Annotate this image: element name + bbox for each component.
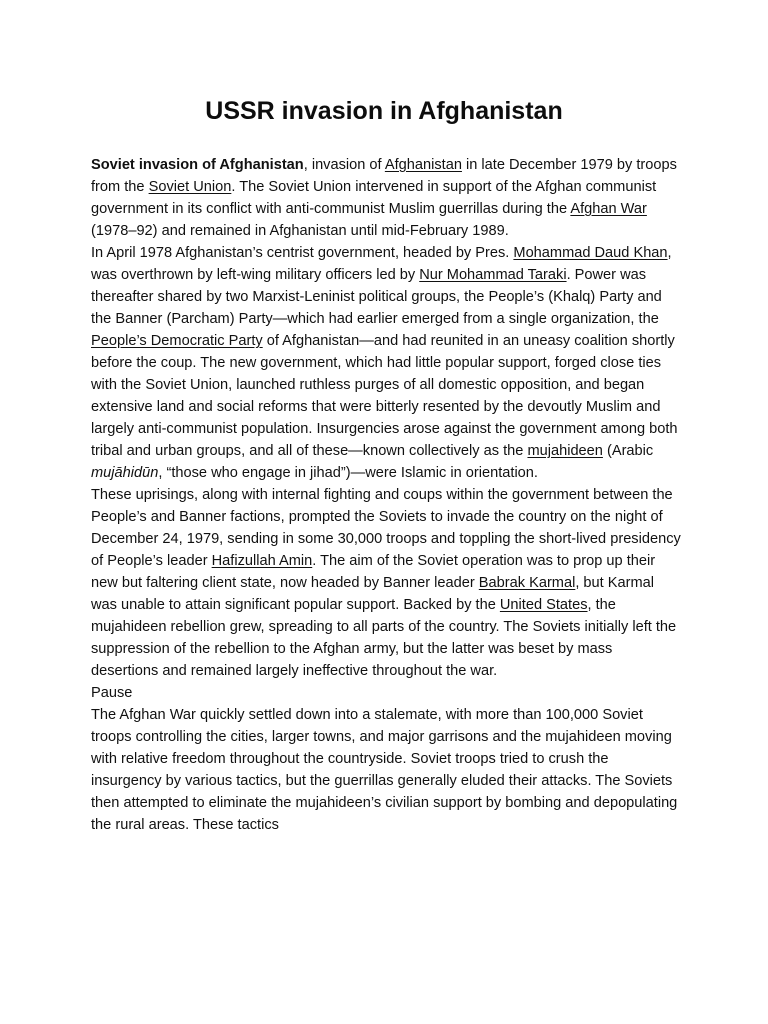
italic-term: mujāhidūn (91, 465, 159, 481)
paragraph (91, 154, 681, 242)
paragraph (91, 242, 681, 484)
page-title: USSR invasion in Afghanistan (205, 97, 563, 125)
text-run: , was overthrown by left-wing military officers led by (91, 245, 672, 283)
term-link[interactable]: Mohammad Daud Khan (513, 245, 668, 261)
text-run: . The Soviet Union intervened in support of the Afghan communist government in its conflict with anti-communist Muslim guerrillas during the (91, 179, 657, 217)
term-link[interactable]: Afghanistan (384, 157, 462, 173)
term-link[interactable]: People’s Democratic Party (91, 333, 263, 349)
term-link[interactable]: United States (499, 597, 588, 613)
text-run: In April 1978 Afghanistan’s centrist government, headed by Pres. (91, 245, 514, 261)
paragraph (91, 704, 681, 836)
term-link[interactable]: Hafizullah Amin (211, 553, 313, 569)
term-link[interactable]: Nur Mohammad Taraki (419, 267, 567, 283)
text-run: (Arabic (602, 443, 654, 459)
text-run: (1978–92) and remained in Afghanistan until mid-February 1989. (91, 223, 509, 239)
article-body (91, 154, 681, 836)
text-run: . The aim of the Soviet operation was to prop up their new but faltering client state, now headed by Banner leader (91, 553, 656, 591)
text-run: Pause (91, 685, 133, 701)
paragraph (91, 682, 681, 704)
text-run: . Power was thereafter shared by two Marxist-Leninist political groups, the People’s (Khalq) Party and the Banner (Parcham) Party—which had earlier emerged from a single organization, the (91, 267, 662, 327)
term-link[interactable]: Afghan War (570, 201, 647, 217)
text-run: The Afghan War quickly settled down into a stalemate, with more than 100,000 Soviet troops controlling the cities, larger towns, and major garrisons and the mujahideen moving with relative freedom throughout the countryside. Soviet troops tried to crush the insurgency by various tactics, but the guerrillas generally eluded their attacks. The Soviets then attempted to eliminate the mujahideen’s civilian support by bombing and depopulating the rural areas. These tactics (91, 707, 678, 833)
text-run: , “those who engage in jihad”)—were Islamic in orientation. (158, 465, 538, 481)
text-run: , but Karmal was unable to attain significant popular support. Backed by the (91, 575, 655, 613)
text-run: These uprisings, along with internal fighting and coups within the government between the People’s and Banner factions, prompted the Soviets to invade the country on the night of December 24, 1979, sending in some 30,000 troops and toppling the short-lived presidency of People’s leader (91, 487, 681, 569)
text-run: , the mujahideen rebellion grew, spreading to all parts of the country. The Soviets initially left the suppression of the rebellion to the Afghan army, but the latter was beset by mass desertions and remained largely ineffective throughout the war. (91, 597, 677, 679)
term-link[interactable]: mujahideen (527, 443, 603, 459)
paragraph (91, 484, 681, 682)
term-link[interactable]: Soviet Union (148, 179, 232, 195)
text-run: in late December 1979 by troops from the (91, 157, 677, 195)
term-link[interactable]: Babrak Karmal (478, 575, 576, 591)
bold-term: Soviet invasion of Afghanistan (91, 157, 304, 173)
text-run: of Afghanistan—and had reunited in an uneasy coalition shortly before the coup. The new government, which had little popular support, forged close ties with the Soviet Union, launched ruthless purges of all domestic opposition, and began extensive land and social reforms that were bitterly resented by the devoutly Muslim and largely anti-communist population. Insurgencies arose against the government among both tribal and urban groups, and all of these—known collectively as the (91, 333, 678, 459)
text-run: , invasion of (303, 157, 385, 173)
